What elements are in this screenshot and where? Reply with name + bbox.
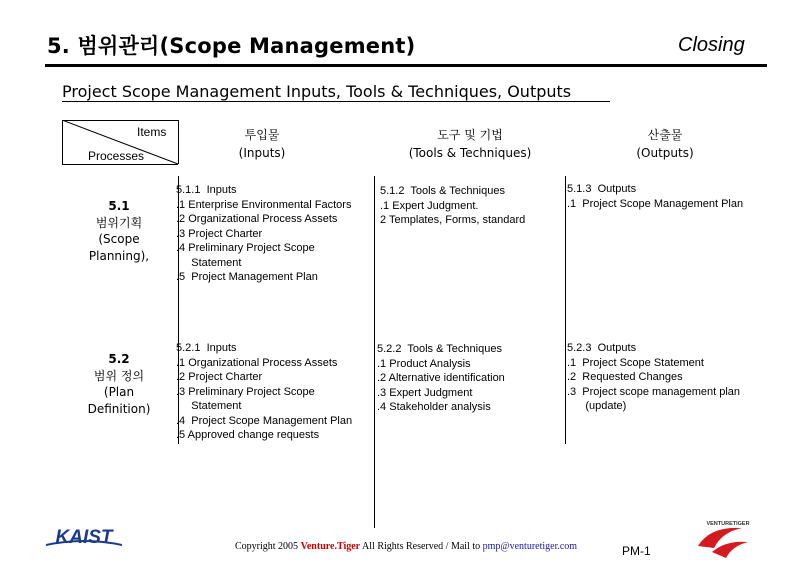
copyright-middle: All Rights Reserved / Mail to [360,541,483,552]
col-divider-outputs [565,176,566,444]
column-header-tools-en: (Tools & Techniques) [408,146,532,160]
copyright-brand: Venture.Tiger [300,541,361,552]
column-header-tools [384,126,556,162]
row1-outputs: 5.1.3 Outputs .1 Project Scope Management Plan [567,183,744,210]
process-number: 5.1 [108,199,130,213]
title-divider [45,64,767,67]
kaist-logo [46,524,122,552]
corner-items-label: Items [137,125,167,139]
process-name-ko: 범위 정의 [93,368,145,383]
row1-inputs: 5.1.1 Inputs .1 Enterprise Environmental Factors .2 Organizational Process Assets .3 Project Charter .4 Preliminary Project Scope Statement .5 Project Management Plan [176,184,352,283]
row1-tools: 5.1.2 Tools & Techniques .1 Expert Judgment. 2 Templates, Forms, standard [380,185,526,226]
process-name-en: (Plan [103,385,135,399]
copyright-prefix: Copyright 2005 [235,541,301,552]
process-number: 5.2 [108,352,130,366]
col-divider-tools [374,176,375,528]
process-scope-planning [74,198,164,264]
contact-email-link[interactable]: pmp@venturetiger.com [482,541,578,552]
column-header-outputs [615,126,715,162]
row2-inputs: 5.2.1 Inputs .1 Organizational Process Assets .2 Project Charter .3 Preliminary Project Scope Statement .4 Project Scope Management Plan .5 Approved change requests [176,342,353,441]
process-scope-definition [74,351,164,417]
copyright-notice [235,541,577,552]
row2-tools: 5.2.2 Tools & Techniques .1 Product Analysis .2 Alternative identification .3 Expert Judgment .4 Stakeholder analysis [377,343,505,413]
page-title: 5. 범위관리(Scope Management) [47,34,416,58]
section-label-closing: Closing [678,34,745,56]
row2-outputs: 5.2.3 Outputs .1 Project Scope Statement .2 Requested Changes .3 Project scope management plan (update) [567,342,741,412]
venturetiger-logo-text: VENTURETIGER [706,521,750,527]
process-name-en: Planning), [88,248,150,263]
process-name-en: Definition) [87,401,151,416]
column-header-inputs [210,126,314,162]
subtitle-underline [62,101,610,102]
process-name-ko: 범위기획 [95,215,143,230]
column-header-inputs-ko: 투입물 [244,128,280,142]
kaist-logo-text: KAIST [55,527,113,548]
corner-processes-label: Processes [88,149,145,163]
venturetiger-logo [692,518,762,566]
column-header-outputs-ko: 산출물 [647,128,683,142]
slide-subtitle: Project Scope Management Inputs, Tools & Techniques, Outputs [62,82,572,101]
column-header-outputs-en: (Outputs) [636,146,694,160]
column-header-inputs-en: (Inputs) [238,146,286,160]
page-number: PM-1 [622,544,651,558]
process-name-en: (Scope [98,232,140,246]
column-header-tools-ko: 도구 및 기법 [437,128,503,142]
